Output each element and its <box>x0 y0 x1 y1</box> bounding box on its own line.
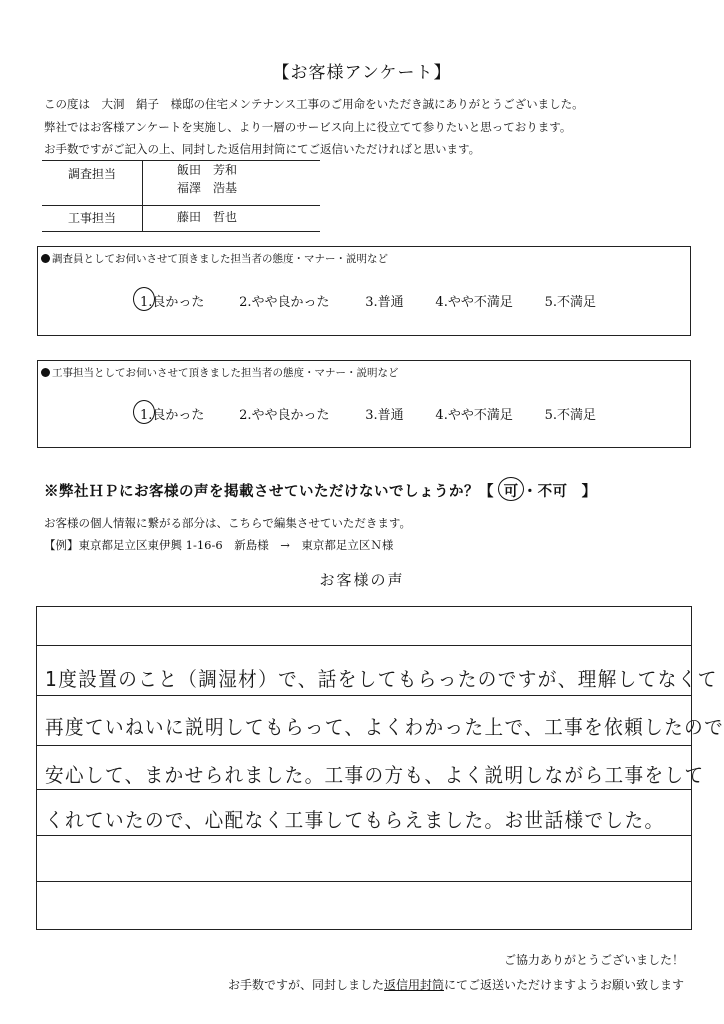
survey-staff-row <box>42 161 320 206</box>
work-names <box>143 206 321 232</box>
hp-option-yes[interactable] <box>500 480 523 501</box>
hp-selected-circle <box>498 477 524 501</box>
work-staff-row <box>42 206 320 232</box>
voice-line-rule <box>37 835 691 836</box>
voice-line-rule <box>37 645 691 646</box>
closing-message <box>228 976 684 993</box>
intro-line-3: お手数ですがご記入の上、同封した返信用封筒にてご返信いただければと思います。 <box>44 142 481 156</box>
voice-line-rule <box>37 745 691 746</box>
question-1-box <box>37 246 691 336</box>
staff-table <box>42 160 320 232</box>
survey-names <box>143 161 321 206</box>
question-1-text: 調査員としてお伺いさせて頂きました担当者の態度・マナー・説明など <box>52 253 388 265</box>
q1-option-1[interactable]: 1.良かった <box>140 295 205 310</box>
survey-staff-name-2: 福澤 浩基 <box>177 181 238 195</box>
work-staff-name-1: 藤田 哲也 <box>177 210 238 224</box>
question-2-box <box>37 360 691 448</box>
q1-option-5[interactable]: 5.不満足 <box>544 295 596 310</box>
survey-staff-name-1: 飯田 芳和 <box>177 163 238 177</box>
closing-text-envelope: 返信用封筒 <box>383 978 444 992</box>
privacy-note: お客様の個人情報に繋がる部分は、こちらで編集させていただきます。 <box>44 516 411 530</box>
hp-option-no[interactable]: 不可 <box>537 483 568 500</box>
thanks-message: ご協力ありがとうございました！ <box>503 953 684 967</box>
voice-line-rule <box>37 789 691 790</box>
voice-handwritten-line-1: 1度設置のこと（調湿材）で、話をしてもらったのですが、理解してなくて <box>45 667 718 691</box>
hp-consent-question <box>44 480 597 501</box>
q1-option-2[interactable]: 2.やや良かった <box>239 295 330 310</box>
closing-text-pre: お手数ですが、同封しました <box>227 978 384 992</box>
voice-title: お客様の声 <box>319 571 405 589</box>
hp-option-yes-label: 可 <box>503 483 519 500</box>
q2-option-2[interactable]: 2.やや良かった <box>239 408 330 423</box>
hp-bracket-close: 】 <box>581 483 597 500</box>
voice-handwritten-line-4: くれていたので、心配なく工事してもらえました。お世話様でした。 <box>45 808 665 832</box>
intro-line-2: 弊社ではお客様アンケートを実施し、より一層のサービス向上に役立てて参りたいと思っております。 <box>44 120 572 134</box>
q2-selected-circle <box>133 400 155 424</box>
question-2-text: 工事担当としてお伺いさせて頂きました担当者の態度・マナー・説明など <box>52 367 399 379</box>
intro-line-1: この度は 大洞 絹子 様邸の住宅メンテナンス工事のご用命をいただき誠にありがとうございました。 <box>44 97 584 111</box>
voice-line-rule <box>37 695 691 696</box>
question-2-label <box>41 365 399 380</box>
hp-question-text: ※弊社ＨＰにお客様の声を掲載させていただけないでしょうか？【 <box>44 483 494 500</box>
voice-handwritten-line-2: 再度ていねいに説明してもらって、よくわかった上で、工事を依頼したので <box>45 715 724 739</box>
customer-voice-box <box>36 606 724 930</box>
bullet-icon <box>41 254 50 263</box>
closing-text-post: にてご返送いただけますようお願い致します <box>443 978 684 992</box>
q2-option-1[interactable]: 1.良かった <box>140 408 205 423</box>
work-role-label: 工事担当 <box>42 206 143 232</box>
q1-option-4[interactable]: 4.やや不満足 <box>435 295 513 310</box>
q1-option-3[interactable]: 3.普通 <box>365 295 404 310</box>
voice-handwritten-line-3: 安心して、まかせられました。工事の方も、よく説明しながら工事をして <box>45 763 705 787</box>
voice-line-rule <box>37 881 691 882</box>
question-1-label <box>41 251 388 266</box>
question-1-options <box>140 291 596 310</box>
q2-option-5[interactable]: 5.不満足 <box>544 408 596 423</box>
page-title: 【お客様アンケート】 <box>272 63 452 83</box>
bullet-icon <box>41 368 50 377</box>
hp-option-separator: ・ <box>522 483 538 500</box>
q1-selected-circle <box>133 287 155 311</box>
q2-option-4[interactable]: 4.やや不満足 <box>435 408 513 423</box>
question-2-options <box>140 404 596 423</box>
q2-option-3[interactable]: 3.普通 <box>365 408 404 423</box>
privacy-example: 【例】東京都足立区東伊興 1-16-6 新島様 → 東京都足立区Ｎ様 <box>44 538 394 552</box>
survey-role-label: 調査担当 <box>42 161 143 206</box>
